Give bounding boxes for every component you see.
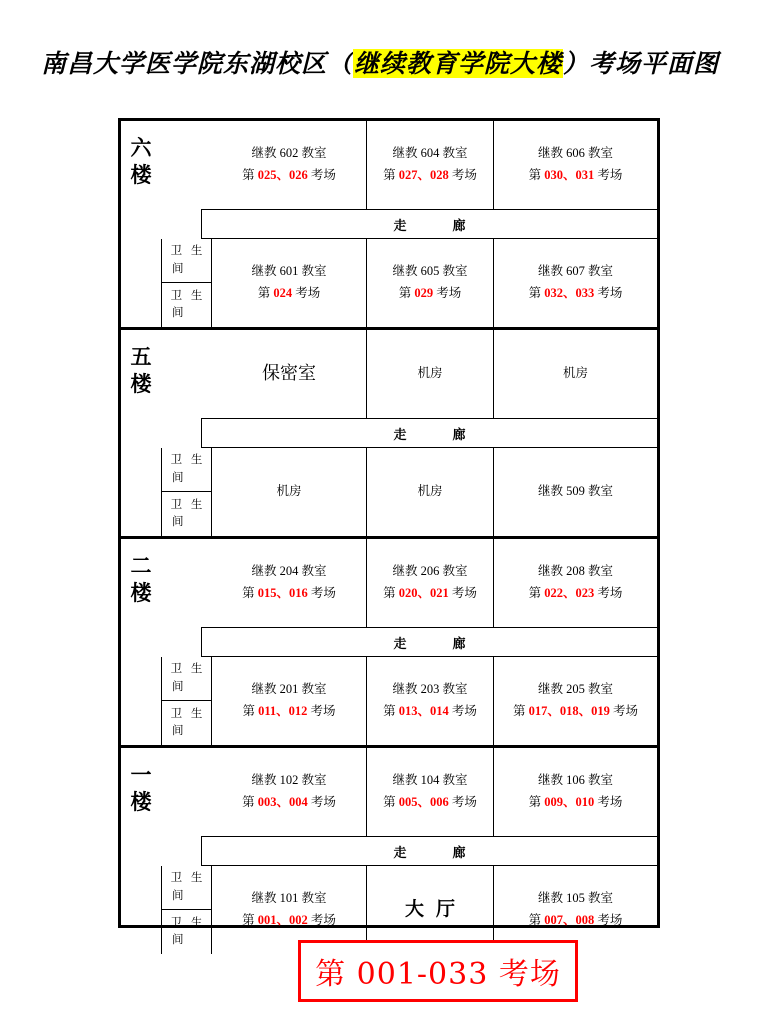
room-cell[interactable] <box>367 657 494 745</box>
room-exam-line <box>383 165 477 187</box>
exam-prefix: 第 <box>242 168 258 182</box>
upper-row-spacer <box>161 330 212 418</box>
exam-suffix: 考场 <box>307 704 336 718</box>
floor-label-5 <box>121 330 161 536</box>
restroom-cell[interactable] <box>162 283 211 327</box>
room-cell[interactable] <box>212 448 367 536</box>
corridor-label-right: 廊 <box>452 635 466 651</box>
room-cell[interactable] <box>212 330 367 418</box>
room-cell[interactable] <box>212 657 367 745</box>
restroom-label-line2: 间 <box>172 471 184 484</box>
floor-body-5 <box>161 330 657 536</box>
lower-room-row-2 <box>161 657 657 745</box>
restroom-label-line1: 卫 生 <box>170 245 206 258</box>
floor-label-text: 六楼 <box>130 135 152 187</box>
corridor-row-1 <box>161 836 657 866</box>
upper-room-row-6 <box>161 121 657 209</box>
room-name: 继教 509 教室 <box>537 484 613 499</box>
exam-range-badge <box>298 940 578 1002</box>
corridor-row-6 <box>161 209 657 239</box>
room-name: 继教 601 教室 <box>251 264 327 279</box>
room-name: 机房 <box>417 366 443 381</box>
exam-numbers: 001、002 <box>257 913 308 927</box>
restroom-label-line1: 卫 生 <box>170 498 206 511</box>
floor-body-1 <box>161 748 657 954</box>
page-title-text <box>41 44 719 80</box>
exam-prefix: 第 <box>383 704 399 718</box>
room-cell[interactable] <box>212 121 367 209</box>
restroom-column <box>161 866 212 954</box>
floor-label-1 <box>121 748 161 954</box>
restroom-label-line2: 间 <box>172 889 184 902</box>
exam-numbers: 011、012 <box>258 704 308 718</box>
restroom-cell[interactable] <box>162 492 211 536</box>
floor-block-2 <box>121 539 657 748</box>
restroom-cell[interactable] <box>162 239 211 283</box>
exam-numbers: 013、014 <box>398 704 449 718</box>
room-name: 继教 208 教室 <box>537 564 613 579</box>
corridor-cell <box>201 209 657 239</box>
room-name: 继教 204 教室 <box>251 564 327 579</box>
room-name: 继教 607 教室 <box>537 264 613 279</box>
room-cell[interactable] <box>367 448 494 536</box>
exam-numbers: 029 <box>414 286 434 300</box>
room-exam-line <box>383 792 477 814</box>
floor-plan-table <box>118 118 660 946</box>
exam-numbers: 005、006 <box>398 795 449 809</box>
corridor-label-left: 走 <box>393 635 407 651</box>
room-exam-line <box>513 701 638 723</box>
exam-suffix: 考场 <box>307 795 336 809</box>
room-name: 继教 602 教室 <box>251 146 327 161</box>
exam-suffix: 考场 <box>448 704 477 718</box>
corridor-row-2 <box>161 627 657 657</box>
room-cell[interactable] <box>494 748 657 836</box>
exam-suffix: 考场 <box>594 795 623 809</box>
floor-label-text: 二楼 <box>130 553 152 605</box>
floor-label-text: 一楼 <box>130 762 152 814</box>
room-name: 继教 201 教室 <box>251 682 327 697</box>
room-cell[interactable] <box>494 239 657 327</box>
exam-prefix: 第 <box>528 913 545 927</box>
exam-suffix: 考场 <box>307 913 336 927</box>
exam-prefix: 第 <box>383 168 399 182</box>
room-exam-line <box>383 701 477 723</box>
corridor-left-pad <box>161 836 201 866</box>
restroom-label-line1: 卫 生 <box>170 454 206 467</box>
restroom-label-line2: 间 <box>172 262 184 275</box>
exam-prefix: 第 <box>528 286 545 300</box>
corridor-label-left: 走 <box>393 844 407 860</box>
floor-label-2 <box>121 539 161 745</box>
upper-row-spacer <box>161 539 212 627</box>
floor-label-6 <box>121 121 161 327</box>
room-name: 继教 105 教室 <box>537 891 613 906</box>
restroom-label-line2: 间 <box>172 307 184 319</box>
upper-room-row-1 <box>161 748 657 836</box>
room-cell[interactable] <box>212 539 367 627</box>
room-exam-line <box>529 165 623 187</box>
exam-numbers: 030、031 <box>544 168 595 182</box>
exam-prefix: 第 <box>383 586 399 600</box>
room-cell[interactable] <box>367 121 494 209</box>
upper-room-row-5 <box>161 330 657 418</box>
exam-numbers: 025、026 <box>257 168 308 182</box>
exam-suffix: 考场 <box>292 286 321 300</box>
exam-prefix: 第 <box>528 586 545 600</box>
exam-prefix: 第 <box>528 168 545 182</box>
room-exam-line <box>242 583 336 605</box>
corridor-cell <box>201 418 657 448</box>
corridor-label-left: 走 <box>393 426 407 442</box>
corridor-left-pad <box>161 627 201 657</box>
lower-room-row-6 <box>161 239 657 327</box>
room-cell[interactable] <box>494 330 657 418</box>
exam-prefix: 第 <box>398 286 415 300</box>
exam-prefix: 第 <box>528 795 545 809</box>
restroom-cell[interactable] <box>162 866 211 910</box>
exam-suffix: 考场 <box>307 168 336 182</box>
upper-row-spacer <box>161 121 212 209</box>
exam-numbers: 027、028 <box>398 168 449 182</box>
room-exam-line <box>529 583 623 605</box>
room-exam-line <box>529 910 623 932</box>
exam-prefix: 第 <box>242 586 258 600</box>
room-name: 继教 605 教室 <box>392 264 468 279</box>
exam-numbers: 015、016 <box>257 586 308 600</box>
room-name: 保密室 <box>262 363 316 384</box>
restroom-label-line1: 卫 生 <box>170 872 206 885</box>
room-exam-line <box>258 283 321 305</box>
exam-numbers: 020、021 <box>398 586 449 600</box>
exam-suffix: 考场 <box>594 586 623 600</box>
exam-numbers: 003、004 <box>257 795 308 809</box>
room-exam-line <box>383 583 477 605</box>
restroom-cell[interactable] <box>162 910 211 954</box>
exam-suffix: 考场 <box>448 168 477 182</box>
room-name: 继教 104 教室 <box>392 773 468 788</box>
exam-suffix: 考场 <box>433 286 462 300</box>
floor-block-6 <box>121 121 657 330</box>
exam-numbers: 009、010 <box>544 795 595 809</box>
exam-prefix: 第 <box>257 286 274 300</box>
restroom-label-line1: 卫 生 <box>170 663 206 676</box>
restroom-label-line2: 间 <box>172 516 184 528</box>
floor-block-5 <box>121 330 657 539</box>
page-title <box>0 44 760 80</box>
corridor-label-right: 廊 <box>452 217 466 233</box>
exam-numbers: 017、018、019 <box>528 704 610 718</box>
restroom-cell[interactable] <box>162 448 211 492</box>
corridor-label-right: 廊 <box>452 844 466 860</box>
title-prefix: 南昌大学医学院东湖校区（ <box>40 49 353 78</box>
corridor-label-right: 廊 <box>452 426 466 442</box>
exam-suffix: 考场 <box>594 286 623 300</box>
room-cell[interactable] <box>212 748 367 836</box>
exam-prefix: 第 <box>512 704 529 718</box>
room-name: 继教 604 教室 <box>392 146 468 161</box>
room-name: 继教 106 教室 <box>537 773 613 788</box>
restroom-cell[interactable] <box>162 657 211 701</box>
restroom-column <box>161 239 212 327</box>
room-cell[interactable] <box>367 330 494 418</box>
restroom-label-line2: 间 <box>172 680 184 693</box>
room-name: 继教 203 教室 <box>392 682 468 697</box>
restroom-label-line2: 间 <box>172 934 184 946</box>
floor-label-text: 五楼 <box>130 344 152 396</box>
room-name: 继教 101 教室 <box>251 891 327 906</box>
room-exam-line <box>399 283 462 305</box>
lower-room-row-5 <box>161 448 657 536</box>
corridor-left-pad <box>161 209 201 239</box>
floor-body-2 <box>161 539 657 745</box>
exam-suffix: 考场 <box>594 913 623 927</box>
exam-range-text: 第 001-033 考场 <box>315 957 561 992</box>
room-cell[interactable] <box>212 239 367 327</box>
room-cell[interactable] <box>367 748 494 836</box>
upper-row-spacer <box>161 748 212 836</box>
upper-room-row-2 <box>161 539 657 627</box>
room-exam-line <box>529 792 623 814</box>
exam-numbers: 007、008 <box>544 913 595 927</box>
corridor-left-pad <box>161 418 201 448</box>
restroom-column <box>161 657 212 745</box>
lobby-label: 大厅 <box>404 899 467 921</box>
floor-block-1 <box>121 748 657 954</box>
corridor-cell <box>201 836 657 866</box>
floor-body-6 <box>161 121 657 327</box>
room-name: 继教 102 教室 <box>251 773 327 788</box>
room-exam-line <box>529 283 623 305</box>
restroom-label-line1: 卫 生 <box>170 916 206 929</box>
room-name: 继教 606 教室 <box>537 146 613 161</box>
room-cell[interactable] <box>494 539 657 627</box>
restroom-label-line2: 间 <box>172 725 184 737</box>
room-cell[interactable] <box>367 239 494 327</box>
exam-prefix: 第 <box>242 704 259 718</box>
exam-suffix: 考场 <box>307 586 336 600</box>
restroom-label-line1: 卫 生 <box>170 289 206 302</box>
exam-numbers: 022、023 <box>544 586 595 600</box>
exam-suffix: 考场 <box>448 795 477 809</box>
room-name: 机房 <box>417 484 443 499</box>
exam-suffix: 考场 <box>609 704 639 718</box>
exam-prefix: 第 <box>242 795 258 809</box>
restroom-label-line1: 卫 生 <box>170 707 206 720</box>
corridor-label-left: 走 <box>393 217 407 233</box>
corridor-row-5 <box>161 418 657 448</box>
room-cell[interactable] <box>367 539 494 627</box>
exam-numbers: 032、033 <box>544 286 595 300</box>
corridor-cell <box>201 627 657 657</box>
exam-prefix: 第 <box>242 913 258 927</box>
room-name: 机房 <box>562 366 588 381</box>
room-exam-line <box>242 910 336 932</box>
restroom-cell[interactable] <box>162 701 211 745</box>
room-name: 继教 205 教室 <box>537 682 613 697</box>
title-highlight: 继续教育学院大楼 <box>353 49 562 78</box>
room-cell[interactable] <box>494 448 657 536</box>
restroom-column <box>161 448 212 536</box>
room-name: 继教 206 教室 <box>392 564 468 579</box>
room-cell[interactable] <box>494 657 657 745</box>
exam-suffix: 考场 <box>448 586 477 600</box>
room-exam-line <box>242 792 336 814</box>
room-name: 机房 <box>276 484 302 499</box>
title-suffix: ）考场平面图 <box>563 49 720 78</box>
room-exam-line <box>242 701 335 723</box>
room-exam-line <box>242 165 336 187</box>
exam-suffix: 考场 <box>594 168 623 182</box>
exam-numbers: 024 <box>273 286 293 300</box>
exam-prefix: 第 <box>383 795 399 809</box>
room-cell[interactable] <box>494 121 657 209</box>
